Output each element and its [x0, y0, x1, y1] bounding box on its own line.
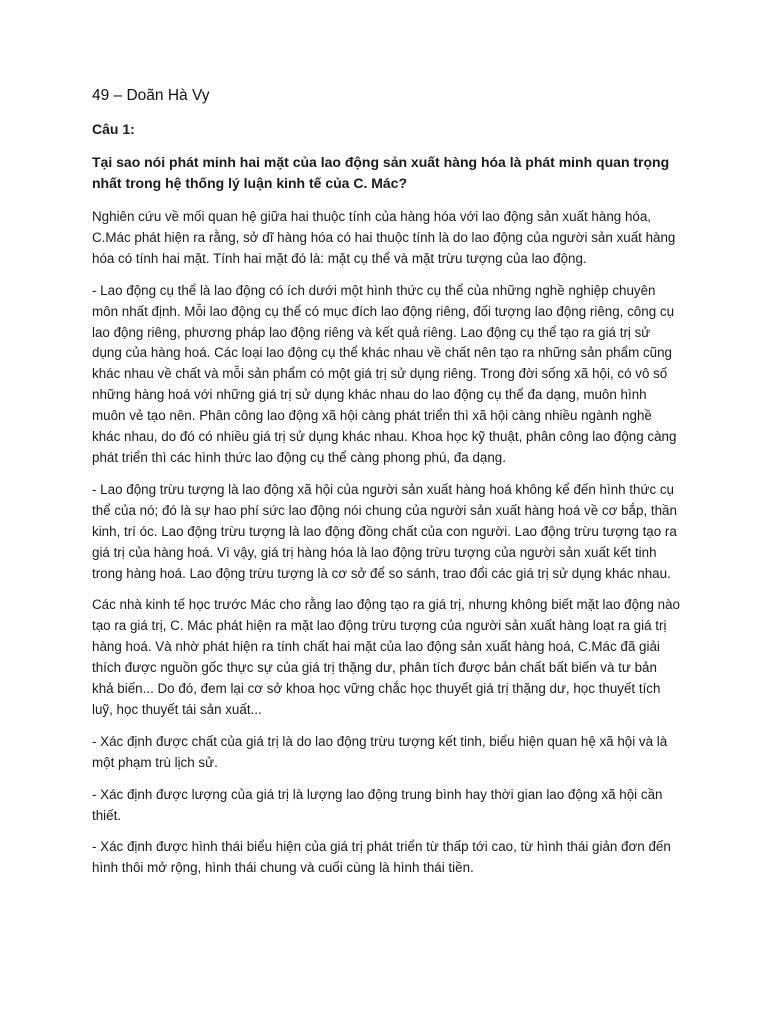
paragraph-marx-discovery: Các nhà kinh tế học trước Mác cho rằng lao động tạo ra giá trị, nhưng không biết mặt lao động nào tạo ra giá trị, C. Mác phát hiện ra mặt lao động trừu tượng của người sản xuất hàng loạt ra giá trị hàng hoá. Và nhờ phát hiện ra tính chất hai mặt của lao động sản xuất hàng hoá, C.Mác đã giải thích được nguồn gốc thực sự của giá trị thặng dư, phân tích được bản chất bất biến và tư bản khả biến... Do đó, đem lại cơ sở khoa học vững chắc học thuyết giá trị thặng dư, học thuyết tích luỹ, học thuyết tái sản xuất... [92, 597, 680, 717]
paragraph-value-quality: - Xác định được chất của giá trị là do lao động trừu tượng kết tinh, biểu hiện quan hệ xã hội và là một phạm trù lịch sử. [92, 733, 668, 770]
document-page [92, 86, 682, 890]
paragraph-intro: Nghiên cứu về mối quan hệ giữa hai thuộc tính của hàng hóa với lao động sản xuất hàng hóa, C.Mác phát hiện ra rằng, sở dĩ hàng hóa có hai thuộc tính là do lao động của người sản xuất hàng hóa có tính hai mặt. Tính hai mặt đó là: mặt cụ thể và mặt trừu tượng của lao động. [92, 209, 676, 266]
question-heading: Tại sao nói phát minh hai mặt của lao động sản xuất hàng hóa là phát minh quan trọng nhất trong hệ thống lý luận kinh tế của C. Mác? [92, 154, 670, 191]
paragraph-value-quantity: - Xác định được lượng của giá trị là lượng lao động trung bình hay thời gian lao động xã hội cần thiết. [92, 786, 663, 823]
paragraph-abstract-labor: - Lao động trừu tượng là lao động xã hội của người sản xuất hàng hoá không kể đến hình thức cụ thể của nó; đó là sự hao phí sức lao động nói chung của người sản xuất hàng hoá về cơ bắp, thần kinh, trí óc. Lao động trừu tượng là lao động đồng chất của con người. Lao động trừu tượng tạo ra giá trị của hàng hoá. Vì vậy, giá trị hàng hóa là lao động trừu tượng của người sản xuất kết tinh trong hàng hoá. Lao động trừu tượng là cơ sở để so sánh, trao đổi các giá trị sử dụng khác nhau. [92, 481, 677, 581]
section-label: Câu 1: [92, 121, 135, 137]
paragraph-value-form: - Xác định được hình thái biểu hiện của giá trị phát triển từ thấp tới cao, từ hình thái giản đơn đến hình thôi mở rộng, hình thái chung và cuối cùng là hình thái tiền. [92, 839, 671, 876]
document-title: 49 – Doãn Hà Vy [92, 87, 210, 104]
paragraph-concrete-labor: - Lao động cụ thể là lao động có ích dưới một hình thức cụ thể của những nghề nghiệp chuyên môn nhất định. Mỗi lao động cụ thể có mục đích lao động riêng, đối tượng lao động riêng, công cụ lao động riêng, phương pháp lao động riêng và kết quả riêng. Lao động cụ thể tạo ra giá trị sử dụng của hàng hoá. Các loại lao động cụ thể khác nhau về chất nên tạo ra những sản phẩm cũng khác nhau về chất và mỗi sản phẩm có một giá trị sử dụng riêng. Trong đời sống xã hội, có vô số những hàng hoá với những giá trị sử dụng khác nhau do lao động cụ thể đa dạng, muôn hình muôn vẻ tạo nên. Phân công lao động xã hội càng phát triển thì xã hội càng nhiều ngành nghề khác nhau, do đó có nhiều giá trị sử dụng khác nhau. Khoa học kỹ thuật, phân công lao động càng phát triển thì các hình thức lao động cụ thể càng phong phú, đa dạng. [92, 282, 677, 465]
